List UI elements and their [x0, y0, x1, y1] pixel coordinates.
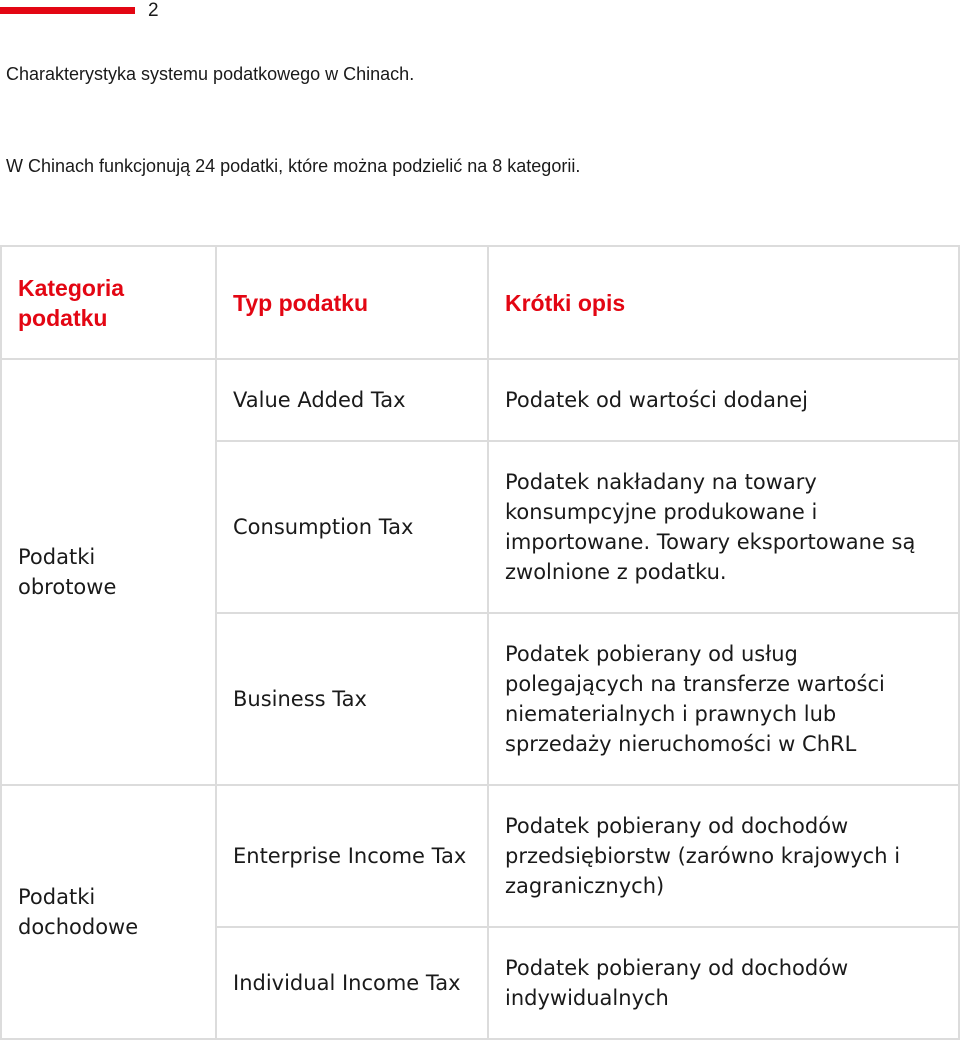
- header-category: Kategoria podatku: [1, 246, 216, 359]
- tax-type-cell: Value Added Tax: [216, 359, 488, 441]
- header-description: Krótki opis: [488, 246, 959, 359]
- category-cell: Podatki dochodowe: [1, 785, 216, 1039]
- red-accent-bar: [0, 7, 135, 14]
- table-row: [1, 785, 959, 927]
- table-row: [1, 359, 959, 441]
- page-number: 2: [148, 0, 159, 21]
- description-cell: Podatek pobierany od dochodów przedsiębiorstw (zarówno krajowych i zagranicznych): [488, 785, 959, 927]
- table-header-row: [1, 246, 959, 359]
- tax-type-cell: Business Tax: [216, 613, 488, 785]
- description-cell: Podatek od wartości dodanej: [488, 359, 959, 441]
- tax-type-cell: Individual Income Tax: [216, 927, 488, 1039]
- intro-paragraph: W Chinach funkcjonują 24 podatki, które można podzielić na 8 kategorii.: [6, 156, 581, 176]
- description-cell: Podatek pobierany od dochodów indywidualnych: [488, 927, 959, 1039]
- tax-type-cell: Enterprise Income Tax: [216, 785, 488, 927]
- header-type: Typ podatku: [216, 246, 488, 359]
- category-cell: Podatki obrotowe: [1, 359, 216, 785]
- description-cell: Podatek pobierany od usług polegających na transferze wartości niematerialnych i prawnych lub sprzedaży nieruchomości w ChRL: [488, 613, 959, 785]
- document-heading: Charakterystyka systemu podatkowego w Chinach.: [6, 64, 415, 84]
- description-cell: Podatek nakładany na towary konsumpcyjne produkowane i importowane. Towary eksportowane są zwolnione z podatku.: [488, 441, 959, 613]
- tax-type-cell: Consumption Tax: [216, 441, 488, 613]
- tax-table: [0, 245, 960, 1040]
